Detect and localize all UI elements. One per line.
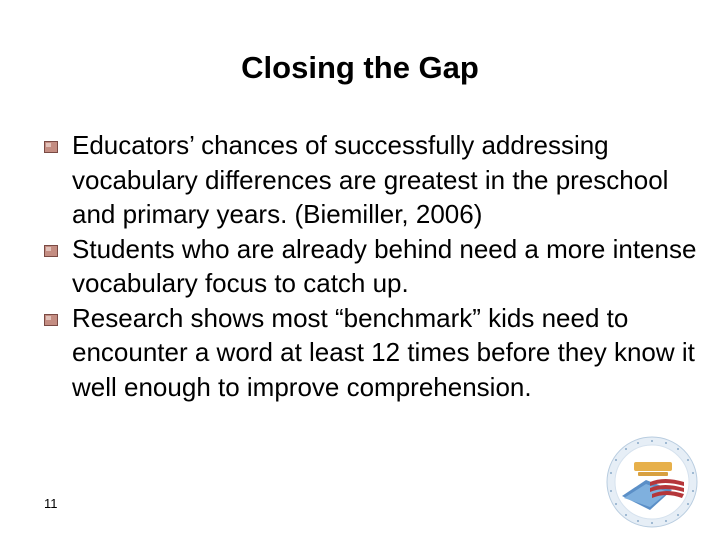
reading-first-seal-icon xyxy=(606,436,698,528)
bullet-item xyxy=(44,232,704,301)
bullet-text: Educators’ chances of successfully addressing vocabulary differences are greatest in the preschool and primary years. (Biemiller, 2006) xyxy=(72,130,669,229)
bullet-text: Students who are already behind need a more intense vocabulary focus to catch up. xyxy=(72,233,697,298)
bullet-text: Research shows most “benchmark” kids need to encounter a word at least 12 times before they know it well enough to improve comprehension. xyxy=(72,302,695,402)
bullet-list xyxy=(44,128,704,404)
slide-title: Closing the Gap xyxy=(241,50,479,85)
bullet-square-icon xyxy=(44,314,58,326)
bullet-square-icon xyxy=(44,141,58,153)
page-number: 11 xyxy=(44,496,58,511)
bullet-item xyxy=(44,128,704,232)
bullet-item xyxy=(44,301,704,405)
bullet-square-icon xyxy=(44,245,58,257)
